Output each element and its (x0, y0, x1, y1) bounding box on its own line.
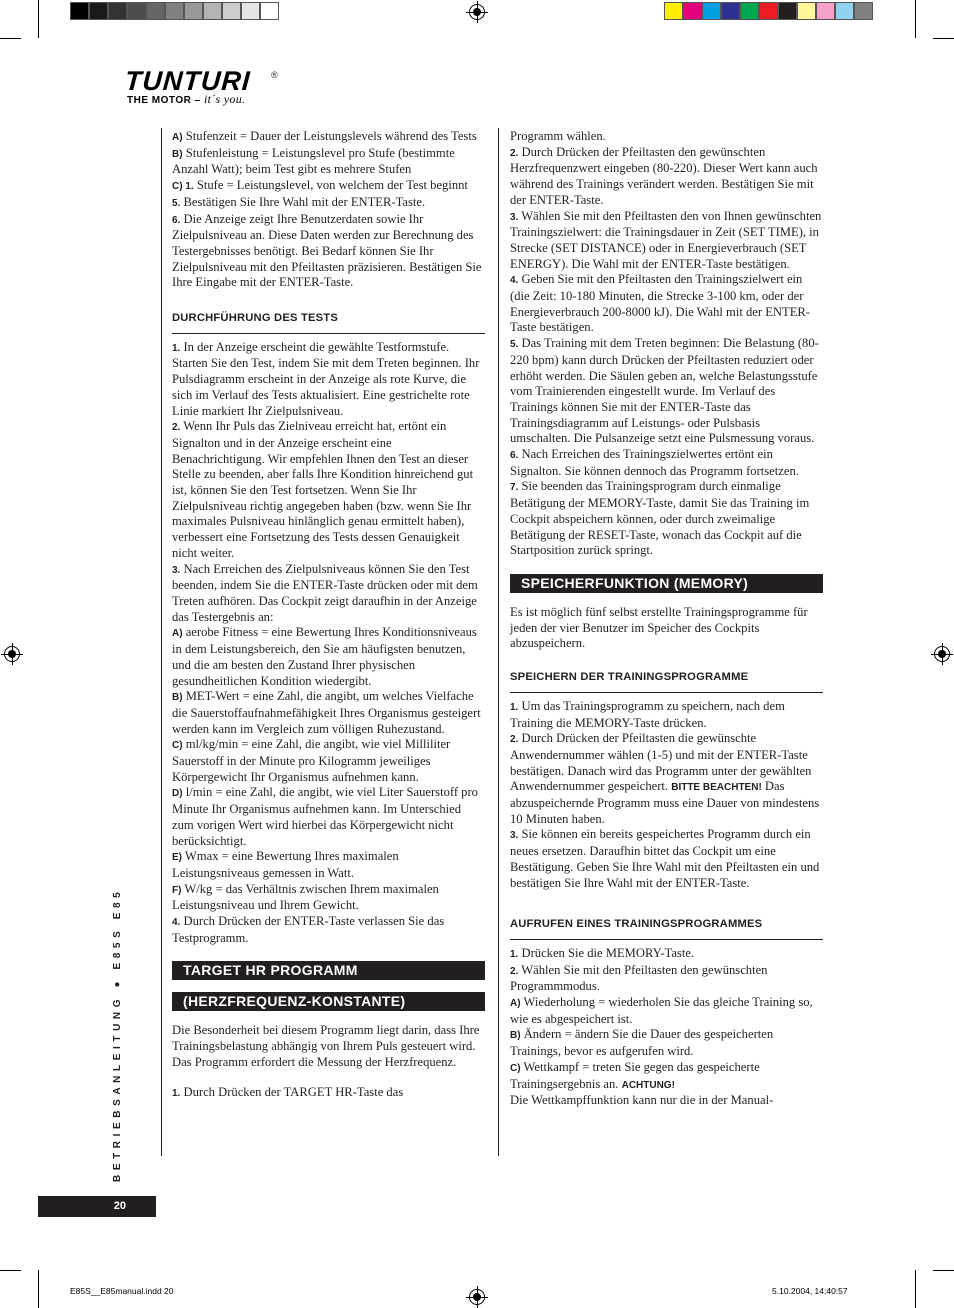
crop-mark (933, 38, 954, 39)
paragraph: Die Besonderheit bei diesem Programm liegt darin, dass Ihre Trainingsbelastung abhängig von Ihrem Puls gesteuert wird. Das Programm erfordert die Messung der Herzfrequenz. (172, 1023, 480, 1069)
color-swatch (797, 2, 816, 20)
right-column (510, 129, 823, 1109)
section-bar-memory: SPEICHERFUNKTION (MEMORY) (510, 574, 823, 593)
brand-tagline: THE MOTOR – it´s you. (127, 92, 246, 106)
color-swatch (721, 2, 740, 20)
crop-mark (0, 38, 21, 39)
crop-mark (915, 0, 916, 38)
column-rule (498, 128, 499, 1156)
color-swatch (740, 2, 759, 20)
file-slug: E85S__E85manual.indd 20 (70, 1286, 174, 1296)
paragraph: Programm wählen. (510, 129, 606, 143)
paragraph: 2. Wählen Sie mit den Pfeiltasten den gewünschten Programmmodus. (510, 962, 768, 994)
color-swatch (241, 2, 260, 20)
paragraph: 4. Durch Drücken der ENTER-Taste verlassen Sie das Testprogramm. (172, 914, 445, 945)
crop-mark (0, 1270, 21, 1271)
crop-mark (38, 1270, 39, 1308)
section-bar-heart-rate: (HERZFREQUENZ-KONSTANTE) (172, 992, 485, 1011)
color-swatch (835, 2, 854, 20)
column-rule (161, 128, 162, 1156)
color-swatch (816, 2, 835, 20)
crop-mark (933, 1270, 954, 1271)
paragraph: D) l/min = eine Zahl, die angibt, wie viel Liter Sauerstoff pro Minute Ihr Organismus aufnehmen kann. Im Unterschied zum vorigen Wert wird hierbei das Körpergewicht nicht berücksichtigt. (172, 785, 478, 848)
paragraph: A) Wiederholung = wiederholen Sie das gleiche Training so, wie es abgespeichert ist. (510, 995, 813, 1026)
grayscale-color-bar (70, 2, 279, 20)
paragraph: C) ml/kg/min = eine Zahl, die angibt, wie viel Milliliter Sauerstoff in der Minute pro Kilogramm jeweiliges Körpergewicht Ihr Organismus aufnehmen kann. (172, 737, 451, 784)
color-swatch (854, 2, 873, 20)
color-swatch (778, 2, 797, 20)
color-swatch (89, 2, 108, 20)
paragraph: Es ist möglich fünf selbst erstellte Trainingsprogramme für jeden der vier Benutzer im Speicher des Cockpits abzuspeichern. (510, 604, 808, 651)
paragraph: 3. Nach Erreichen des Zielpulsniveaus können Sie den Test beenden, indem Sie die ENTER-Taste drücken oder mit dem Treten aufhören. Das Cockpit zeigt daraufhin in der Anzeige das Testergebnis an: (172, 561, 478, 624)
paragraph: 1. Um das Trainingsprogramm zu speichern, nach dem Training die MEMORY-Taste drücken. (510, 698, 785, 730)
paragraph: Die Wettkampffunktion kann nur die in der Manual- (510, 1093, 774, 1108)
registration-mark-icon (469, 4, 485, 20)
crop-mark (38, 0, 39, 38)
color-swatch (683, 2, 702, 20)
paragraph: 2. Durch Drücken der Pfeiltasten den gewünschten Herzfrequenzwert eingeben (80-220). Dieser Wert kann auch während des Trainings verändert werden. Bestätigen Sie mit der ENTER-Taste. (510, 144, 818, 207)
color-swatch (184, 2, 203, 20)
color-swatch (759, 2, 778, 20)
paragraph: 2. Durch Drücken der Pfeiltasten die gewünschte Anwendernummer wählen (1-5) und mit der ENTER-Taste bestätigen. Danach wird das Programm unter der gewählten Anwendernummer gespeichert. BITTE BEACHTEN! Das abzuspeichernde Programm muss eine Dauer von mindestens 10 Minuten haben. (510, 731, 820, 826)
color-swatch (664, 2, 683, 20)
registration-mark-icon (4, 646, 20, 662)
date-slug: 5.10.2004, 14:40:57 (772, 1286, 848, 1296)
section-heading: SPEICHERN DER TRAININGSPROGRAMME (510, 670, 823, 693)
paragraph: 5. Bestätigen Sie Ihre Wahl mit der ENTER-Taste. (172, 194, 426, 209)
paragraph: 1. Durch Drücken der TARGET HR-Taste das (172, 1084, 404, 1099)
registration-mark-icon (469, 1289, 485, 1305)
paragraph: 3. Wählen Sie mit den Pfeiltasten den von Ihnen gewünschten Trainingszielwert: die Trainingsdauer in Zeit (SET TIME), in Strecke (SET DISTANCE) oder in Energieverbrauch (SET ENERGY). Die Wahl mit der ENTER-Taste bestätigen. (510, 208, 822, 271)
paragraph: 5. Das Training mit dem Treten beginnen: Die Belastung (80-220 bpm) kann durch Drücken der Pfeiltasten reduziert oder erhöht werden. Die Säulen geben an, welche Belastungsstufe vom Trainierenden eingestellt wurde. Im Verlauf des Trainings können Sie mit der ENTER-Taste das Trainingsdiagramm auf Leistungs- oder Pulsbasis umschalten. Die Pulsanzeige setzt eine Pulsmessung voraus. (510, 336, 819, 446)
paragraph: 4. Geben Sie mit den Pfeiltasten den Trainingszielwert ein (die Zeit: 10-180 Minuten, die Strecke 3-100 km, oder der Energieverbrauch 200-8000 kJ). Die Wahl mit der ENTER-Taste bestätigen. (510, 272, 810, 335)
paragraph: C) Wettkampf = treten Sie gegen das gespeicherte Trainingsergebnis an. ACHTUNG! (510, 1059, 760, 1091)
cmyk-color-bar (664, 2, 873, 20)
sidebar-running-title: BETRIEBSANLEITUNG ● E85S E85 (112, 887, 123, 1182)
color-swatch (222, 2, 241, 20)
color-swatch (260, 2, 279, 20)
brand-logo: TUNTURI (123, 66, 252, 96)
paragraph: B) MET-Wert = eine Zahl, die angibt, um welches Vielfache die Sauerstoffaufnahmefähigkeit Ihres Organismus gesteigert werden kann im Vergleich zum völligen Ruhezustand. (172, 689, 481, 736)
paragraph: 1. Drücken Sie die MEMORY-Taste. (510, 945, 695, 960)
registration-mark-icon (934, 646, 950, 662)
paragraph: B) Stufenleistung = Leistungslevel pro Stufe (bestimmte Anzahl Watt); beim Test gibt es mehrere Stufen (172, 145, 455, 177)
color-swatch (146, 2, 165, 20)
warning-label: ACHTUNG! (621, 1079, 675, 1091)
paragraph: C) 1. Stufe = Leistungslevel, von welchem der Test beginnt (172, 178, 468, 193)
page-number: 20 (38, 1196, 156, 1217)
paragraph: 7. Sie beenden das Trainingsprogram durch einmalige Betätigung der MEMORY-Taste, damit Sie das Training im Cockpit abspeichern können, oder durch zweimalige Betätigung der RESET-Taste, wonach das Cockpit auf die Startposition zurück springt. (510, 479, 810, 558)
color-swatch (203, 2, 222, 20)
paragraph: F) W/kg = das Verhältnis zwischen Ihrem maximalen Leistungsniveau und Ihrem Gewicht. (172, 881, 439, 913)
registered-mark: ® (271, 70, 278, 80)
warning-label: BITTE BEACHTEN! (671, 782, 762, 794)
paragraph: 2. Wenn Ihr Puls das Zielniveau erreicht hat, ertönt ein Signalton und in der Anzeige erscheint eine Benachrichtigung. Wir empfehlen Ihnen den Test an dieser Stelle zu beenden, aber falls Ihre Kondition hinreichend gut ist, können Sie den Test fortsetzen. Wenn Sie Ihr Zielpulsniveau richtig angegeben haben (bzw. wenn Sie Ihr maximales Pulsniveau hinlänglich genau ermittelt haben), verbessert eine Fortsetzung des Tests dessen Genauigkeit nicht weiter. (172, 419, 474, 560)
color-swatch (165, 2, 184, 20)
section-heading: AUFRUFEN EINES TRAININGSPROGRAMMES (510, 917, 823, 940)
color-swatch (70, 2, 89, 20)
paragraph: 1. In der Anzeige erscheint die gewählte Testformstufe. Starten Sie den Test, indem Sie mit dem Treten beginnen. Ihr Pulsdiagramm erscheint in der Anzeige als rote Kurve, die sich im Verlauf des Tests aktualisiert. Eine gestrichelte rote Linie markiert Ihr Zielpulsniveau. (172, 339, 480, 418)
paragraph: A) aerobe Fitness = eine Bewertung Ihres Konditionsniveaus in dem Leistungsbereich, den Sie am häufigsten benutzen, und die am besten den Zustand Ihrer physischen gesundheitlichen Kondition wiedergibt. (172, 625, 477, 688)
color-swatch (127, 2, 146, 20)
section-bar-target-hr: TARGET HR PROGRAMM (172, 961, 485, 980)
section-heading: DURCHFÜHRUNG DES TESTS (172, 311, 485, 334)
crop-mark (915, 1270, 916, 1308)
paragraph: 6. Die Anzeige zeigt Ihre Benutzerdaten sowie Ihr Zielpulsniveau an. Diese Daten werden zur Berechnung des Testergebnisses benötigt. Bei Bedarf können Sie Ihr Zielpulsniveau mit den Pfeiltasten präzisieren. Bestätigen Sie Ihre Eingabe mit der ENTER-Taste. (172, 211, 482, 290)
left-column (172, 129, 485, 1101)
paragraph: 6. Nach Erreichen des Trainingszielwertes ertönt ein Signalton. Sie können dennoch das Programm fortsetzen. (510, 447, 799, 478)
paragraph: A) Stufenzeit = Dauer der Leistungslevels während des Tests (172, 129, 477, 143)
paragraph: 3. Sie können ein bereits gespeichertes Programm durch ein neues ersetzen. Daraufhin bittet das Cockpit um eine Bestätigung. Geben Sie Ihre Wahl mit den Pfeiltasten ein und bestätigen Sie Ihre Wahl mit der ENTER-Taste. (510, 827, 820, 890)
color-swatch (108, 2, 127, 20)
paragraph: B) Ändern = ändern Sie die Dauer des gespeicherten Trainings, bevor es aufgerufen wird. (510, 1027, 774, 1059)
paragraph: E) Wmax = eine Bewertung Ihres maximalen Leistungsniveaus gemessen in Watt. (172, 849, 399, 880)
color-swatch (702, 2, 721, 20)
